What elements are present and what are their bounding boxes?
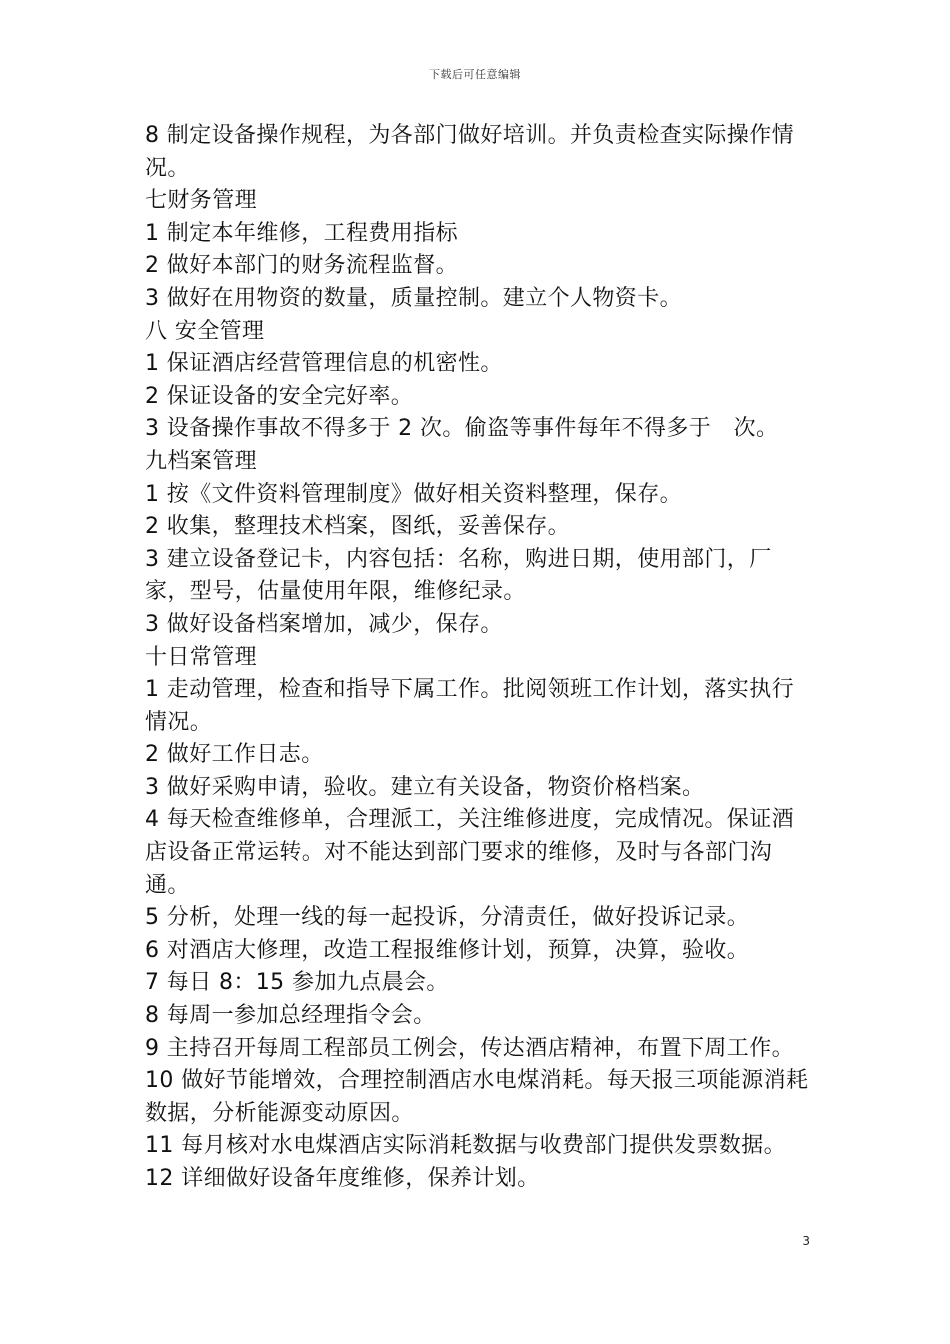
text-line: 8 每周一参加总经理指令会。 bbox=[145, 1003, 436, 1029]
text-line: 9 主持召开每周工程部员工例会，传达酒店精神，布置下周工作。 bbox=[145, 1035, 794, 1061]
text-line: 2 做好本部门的财务流程监督。 bbox=[145, 253, 458, 279]
text-line: 2 做好工作日志。 bbox=[145, 742, 324, 768]
text-line: 3 做好在用物资的数量，质量控制。建立个人物资卡。 bbox=[145, 285, 682, 311]
text-line: 12 详细做好设备年度维修，保养计划。 bbox=[145, 1166, 540, 1191]
section-heading: 十日常管理 bbox=[145, 644, 258, 670]
section-heading: 九档案管理 bbox=[145, 448, 258, 474]
text-line: 3 设备操作事故不得多于 2 次。偷盗等事件每年不得多于 次。 bbox=[145, 416, 779, 442]
text-line: 1 按《文件资料管理制度》做好相关资料整理，保存。 bbox=[145, 481, 682, 507]
text-line: 7 每日 8：15 参加九点晨会。 bbox=[145, 970, 449, 996]
text-line: 1 走动管理，检查和指导下属工作。批阅领班工作计划，落实执行情况。 bbox=[145, 677, 794, 735]
document-body bbox=[145, 120, 810, 1196]
text-line: 2 收集，整理技术档案，图纸，妥善保存。 bbox=[145, 514, 570, 540]
text-line: 4 每天检查维修单，合理派工，关注维修进度，完成情况。保证酒店设备正常运转。对不能达到部门要求的维修，及时与各部门沟通。 bbox=[145, 807, 794, 898]
text-line: 3 做好设备档案增加，减少，保存。 bbox=[145, 611, 503, 637]
page-number: 3 bbox=[802, 1234, 810, 1248]
text-line: 3 建立设备登记卡，内容包括：名称，购进日期，使用部门，厂家，型号，估量使用年限，维修纪录。 bbox=[145, 546, 772, 605]
text-line: 10 做好节能增效，合理控制酒店水电煤消耗。每天报三项能源消耗数据，分析能源变动原因。 bbox=[145, 1068, 809, 1126]
page-header: 下载后可任意编辑 bbox=[429, 68, 521, 81]
text-line: 2 保证设备的安全完好率。 bbox=[145, 383, 414, 409]
text-line: 1 保证酒店经营管理信息的机密性。 bbox=[145, 351, 503, 377]
section-heading: 八 安全管理 bbox=[145, 318, 265, 344]
text-line: 11 每月核对水电煤酒店实际消耗数据与收费部门提供发票数据。 bbox=[145, 1133, 786, 1159]
text-line: 1 制定本年维修，工程费用指标 bbox=[145, 220, 458, 246]
text-line: 5 分析，处理一线的每一起投诉，分清责任，做好投诉记录。 bbox=[145, 905, 750, 931]
text-line: 8 制定设备操作规程，为各部门做好培训。并负责检查实际操作情况。 bbox=[145, 123, 794, 181]
section-heading: 七财务管理 bbox=[145, 188, 258, 214]
text-line: 3 做好采购申请，验收。建立有关设备，物资价格档案。 bbox=[145, 774, 705, 800]
text-line: 6 对酒店大修理，改造工程报维修计划，预算，决算，验收。 bbox=[145, 937, 750, 963]
